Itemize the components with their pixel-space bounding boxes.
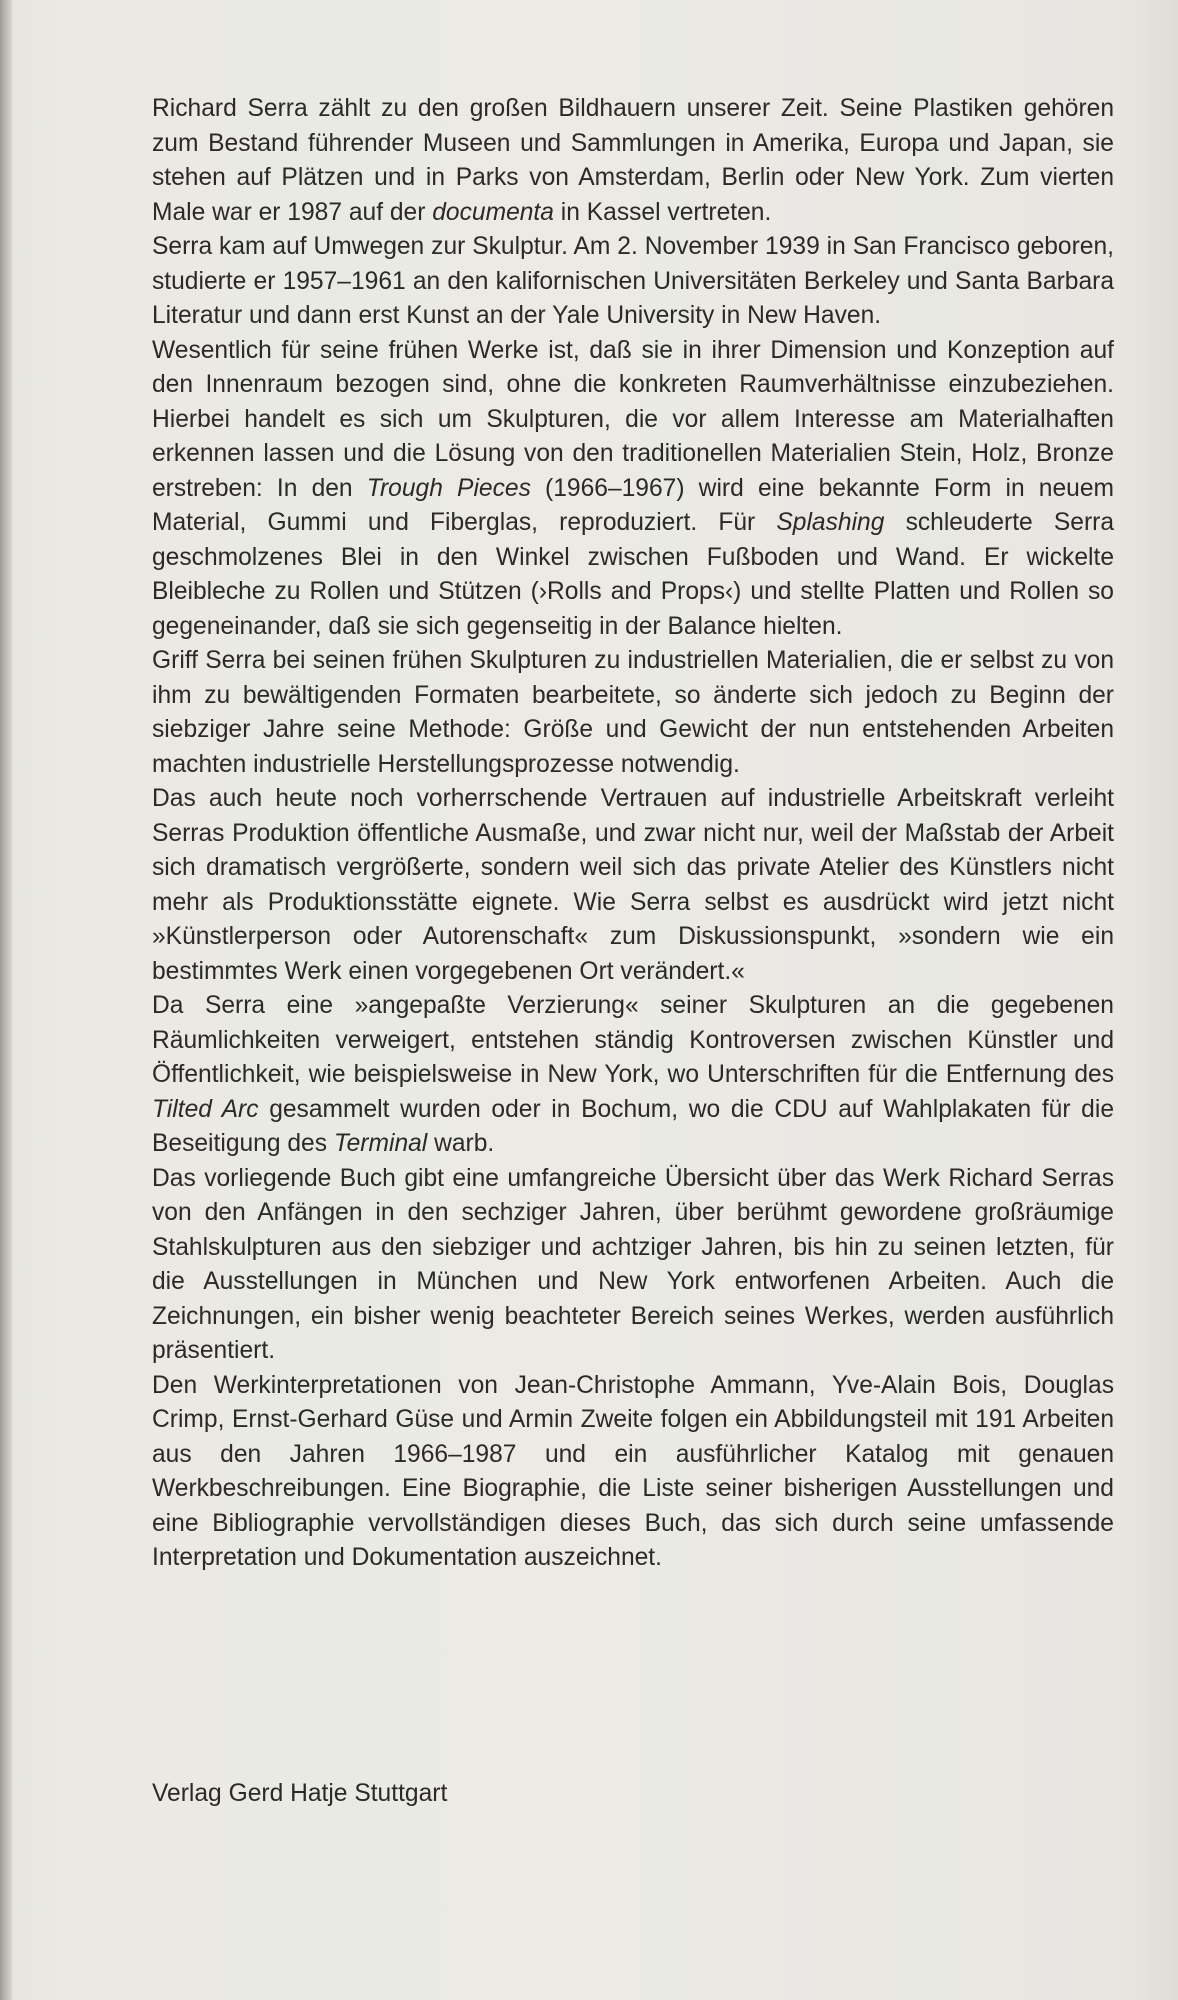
text-run: (1966–1967) wird eine bekannte Form in neuem Material, Gummi und Fiberglas, reproduziert. Für (152, 474, 1115, 536)
text-run: schleuderte Serra geschmolzenes Blei in den Winkel zwischen Fußboden und Wand. Er wickelte Bleibleche zu Rollen und Stützen (›Rolls and Props‹) und stellte Platten und Rollen so gegeneinander, daß sie sich gegenseitig in der Balance hielten. (152, 509, 1114, 640)
text-run: Richard Serra zählt zu den großen Bildhauern unserer Zeit. Seine Plastiken gehören zum Bestand führender Museen und Sammlungen in Amerika, Europa und Japan, sie stehen auf Plätzen und in Parks von Amsterdam, Berlin oder New York. Zum vierten Male war er 1987 auf der (152, 95, 1114, 226)
blurb-paragraph (152, 334, 1114, 645)
blurb-paragraph (152, 644, 1114, 782)
italic-title: documenta (432, 198, 554, 226)
italic-title: Tilted Arc (152, 1095, 259, 1123)
text-run: Das vorliegende Buch gibt eine umfangreiche Übersicht über das Werk Richard Serras von den Anfängen in den sechziger Jahren, über berühmt gewordene großräumige Stahlskulpturen aus den siebziger und achtziger Jahren, bis hin zu seinen letzten, für die Ausstellungen in München und New York entworfenen Arbeiten. Auch die Zeichnungen, ein bisher wenig beachteter Bereich seines Werkes, werden ausführlich präsentiert. (152, 1164, 1114, 1364)
text-run: Den Werkinterpretationen von Jean-Christophe Ammann, Yve-Alain Bois, Douglas Crimp, Ernst-Gerhard Güse und Armin Zweite folgen ein Abbildungsteil mit 191 Arbeiten aus den Jahren 1966–1987 und ein ausführlicher Katalog mit genauen Werkbeschreibungen. Eine Biographie, die Liste seiner bisherigen Ausstellungen und eine Bibliographie vervollständigen dieses Buch, das sich durch seine umfassende Interpretation und Dokumentation auszeichnet. (152, 1371, 1114, 1571)
text-run: in Kassel vertreten. (553, 198, 772, 226)
text-run: gesammelt wurden oder in Bochum, wo die CDU auf Wahlplakaten für die Beseitigung des (152, 1095, 1114, 1157)
text-run: Das auch heute noch vorherrschende Vertrauen auf industrielle Arbeitskraft verleiht Serras Produktion öffentliche Ausmaße, und zwar nicht nur, weil der Maßstab der Arbeit sich dramatisch vergrößerte, sondern weil sich das private Atelier des Künstlers nicht mehr als Produktionsstätte eignete. Wie Serra selbst es ausdrückt wird jetzt nicht »Künstlerperson oder Autorenschaft« zum Diskussionspunkt, »sondern wie ein bestimmtes Werk einen vorgegebenen Ort verändert.« (152, 785, 1114, 985)
text-run: warb. (427, 1130, 495, 1157)
italic-title: Terminal (333, 1130, 428, 1157)
spine-edge (0, 0, 12, 2000)
text-run: Wesentlich für seine frühen Werke ist, daß sie in ihrer Dimension und Konzeption auf den Innenraum bezogen sind, ohne die konkreten Raumverhältnisse einzubeziehen. Hierbei handelt es sich um Skulpturen, die vor allem Interesse am Materialhaften erkennen lassen und die Lösung von den traditionellen Materialien Stein, Holz, Bronze erstreben: In den (152, 336, 1114, 502)
blurb-paragraph (152, 989, 1114, 1162)
blurb-paragraph (152, 1369, 1114, 1576)
blurb-paragraph (152, 230, 1114, 334)
blurb-paragraph (152, 1162, 1114, 1369)
blurb-paragraph (152, 92, 1114, 230)
italic-title: Splashing (776, 509, 885, 536)
text-run: Serra kam auf Umwegen zur Skulptur. Am 2. November 1939 in San Francisco geboren, studierte er 1957–1961 an den kalifornischen Universitäten Berkeley und Santa Barbara Literatur und dann erst Kunst an der Yale University in New Haven. (152, 233, 1114, 329)
text-run: Griff Serra bei seinen frühen Skulpturen zu industriellen Materialien, die er selbst zu von ihm zu bewältigenden Formaten bearbeitete, so änderte sich jedoch zu Beginn der siebziger Jahre seine Methode: Größe und Gewicht der nun entstehenden Arbeiten machten industrielle Herstellungsprozesse notwendig. (152, 647, 1114, 778)
publisher-imprint: Verlag Gerd Hatje Stuttgart (152, 1780, 448, 1807)
blurb-paragraph (152, 782, 1114, 989)
blurb-text (152, 92, 1114, 1576)
text-run: Da Serra eine »angepaßte Verzierung« seiner Skulpturen an die gegebenen Räumlichkeiten verweigert, entstehen ständig Kontroversen zwischen Künstler und Öffentlichkeit, wie beispielsweise in New York, wo Unterschriften für die Entfernung des (152, 992, 1114, 1088)
italic-title: Trough Pieces (366, 474, 531, 502)
